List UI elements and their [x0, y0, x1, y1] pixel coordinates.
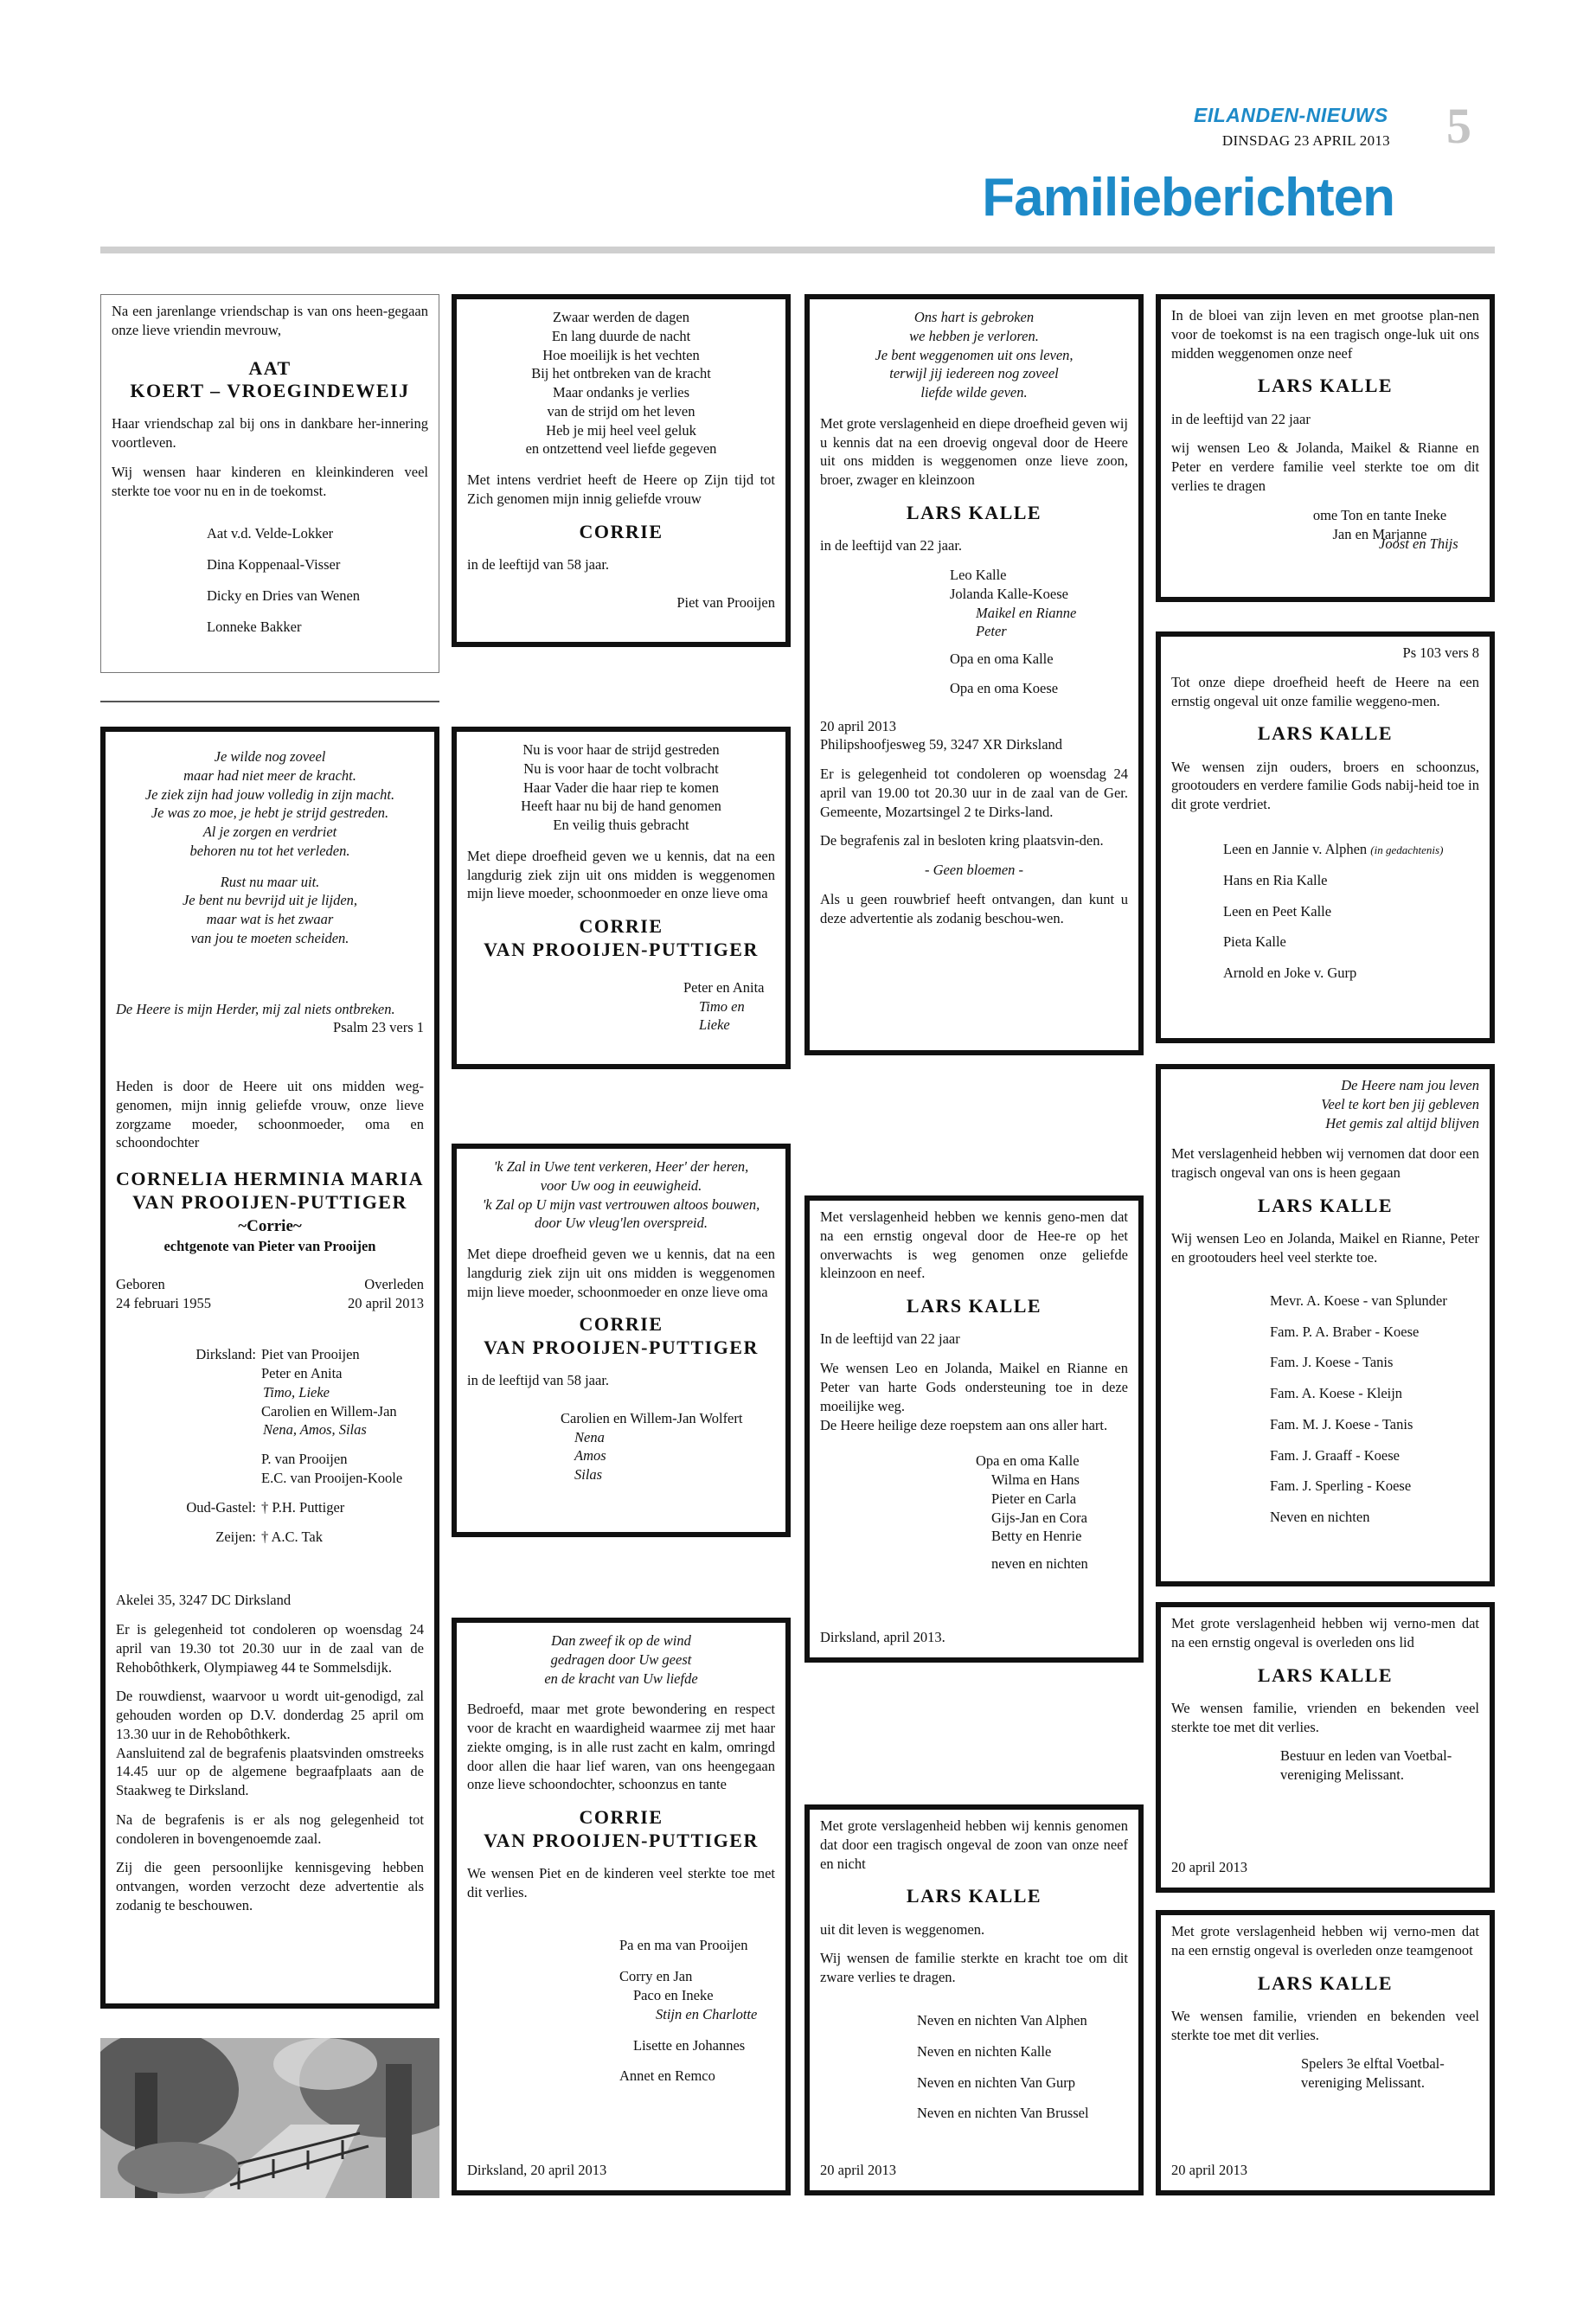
ad-footer: 20 april 2013: [1171, 1859, 1247, 1876]
born-date: 24 februari 1955: [116, 1294, 211, 1311]
ad-lars-ps103: [1156, 631, 1495, 1043]
deceased-name: CORRIE VAN PROOIJEN-PUTTIGER: [484, 915, 759, 960]
photo-image: [100, 2038, 439, 2198]
signer-list: [1223, 840, 1479, 983]
family-names: P. van Prooijen E.C. van Prooijen-Koole: [261, 1451, 403, 1486]
ad-footer: 20 april 2013: [1171, 2162, 1247, 2179]
deceased-name: CORRIE VAN PROOIJEN-PUTTIGER: [484, 1313, 759, 1358]
no-flowers: - Geen bloemen -: [924, 862, 1024, 879]
landscape-photo: [100, 2038, 439, 2198]
deceased-name: LARS KALLE: [1257, 1194, 1394, 1216]
section-title: Familieberichten: [982, 168, 1394, 228]
family-kids: Timo, Lieke: [263, 1383, 330, 1400]
ad-intro: Heden is door de Heere uit ons midden weg-genomen, mijn innig geliefde vrouw, onze lieve zorgzame moeder, schoonmoeder, oma en schoondochter: [116, 1078, 424, 1151]
ad-age: in de leeftijd van 58 jaar.: [467, 556, 610, 574]
signer-list: [917, 2011, 1128, 2123]
signer: Peter en Anita: [683, 978, 765, 996]
signer-kids: Timo en Lieke: [699, 997, 745, 1034]
ad-text: We wensen familie, vrienden en bekenden veel sterkte toe met dit verlies.: [1171, 1699, 1479, 1735]
signer-kids: Stijn en Charlotte: [656, 2005, 758, 2022]
ad-intro: Met diepe droefheid geven we u kennis, dat na een langdurig ziek zijn uit ons midden is weggenomen mijn lieve moeder, schoonmoeder en onze lieve oma: [467, 847, 775, 902]
issue-date: DINSDAG 23 APRIL 2013: [1221, 132, 1390, 149]
siblings: Maikel en Rianne Peter: [976, 604, 1077, 640]
date-address: 20 april 2013 Philipshoofjesweg 59, 3247 XR Dirksland: [820, 717, 1063, 753]
ad-lars-vv-melissant: [1156, 1602, 1495, 1893]
born-label: Geboren: [116, 1275, 165, 1292]
spouse-line: echtgenote van Pieter van Prooijen: [163, 1238, 376, 1255]
family-place: [116, 1450, 256, 1498]
ad-intro: Met intens verdriet heeft de Heere op Zijn tijd tot Zich genomen mijn innig geliefde vrouw: [467, 471, 775, 507]
signer-kids: Joost en Thijs: [1379, 535, 1458, 553]
signer: Pa en ma van Prooijen: [619, 1937, 748, 1954]
bible-reference: Psalm 23 vers 1: [333, 1019, 424, 1036]
grandparents: Opa en oma Koese: [950, 679, 1059, 696]
ad-text: Als u geen rouwbrief heeft ontvangen, dan kunt u deze advertentie als zodanig beschou-wen.: [820, 891, 1128, 926]
died-label: Overleden: [364, 1275, 424, 1292]
ad-corrie-piet: [452, 294, 791, 647]
signer: Paco en Ineke: [633, 1986, 714, 2003]
signer-list: ome Ton en tante Ineke Jan en Marjanne: [1312, 506, 1447, 542]
signer: Pieta Kalle: [1223, 933, 1286, 951]
family-list: [116, 1345, 424, 1546]
ad-text: Er is gelegenheid tot condoleren op woensdag 24 april van 19.00 tot 20.30 uur in de zaal van de Ger. Gemeente, Mozartsingel 2 te Dirks-land.: [820, 766, 1128, 820]
ad-corrie-carolien: [452, 1144, 791, 1537]
signer-list: [207, 524, 428, 636]
ad-text: Er is gelegenheid tot condoleren op woensdag 24 april van 19.30 tot 20.30 uur in de zaal van de Rehobôthkerk, Olympiaweg 44 te Sommelsdijk.: [116, 1621, 424, 1676]
ad-lars-koese: [1156, 1064, 1495, 1586]
signer-list: [1270, 1292, 1479, 1527]
ad-poem: Dan zweef ik op de wind gedragen door Uw geest en de kracht van Uw liefde: [544, 1632, 698, 1687]
ad-poem: Je wilde nog zoveel maar had niet meer de kracht. Je ziek zijn had jouw volledig in zijn macht. Je was zo moe, je hebt je strijd gestreden. Al je zorgen en verdriet behoren nu tot het verleden.: [144, 748, 395, 859]
ad-intro: Met grote verslagenheid en diepe droefheid geven wij u kennis dat na een droevig ongeval door de Heere uit ons midden is weggenomen onze lieve zoon, broer, zwager en kleinzoon: [820, 414, 1128, 489]
ad-poem: Ons hart is gebroken we hebben je verloren. Je bent weggenomen uit ons leven, terwijl jij iedereen nog zoveel liefde wilde geven.: [875, 309, 1074, 401]
ad-footer: 20 april 2013: [820, 2162, 896, 2179]
ad-lars-neven-nichten: [804, 1804, 1144, 2195]
signer: Dina Koppenaal-Visser: [207, 556, 341, 574]
signer: Opa en oma Kalle: [976, 1452, 1080, 1470]
header-rule: [100, 247, 1495, 253]
ad-text: De rouwdienst, waarvoor u wordt uit-genodigd, zal gehouden worden op D.V. donderdag 25 april om 13.30 uur in de Rehobôthkerk. Aansluitend zal de begrafenis plaatsvinden omstreeks 14.45 uur op de algemene begraafplaats aan de Staakweg te Dirksland.: [116, 1688, 424, 1799]
deceased-name: LARS KALLE: [906, 501, 1042, 523]
signer: Piet van Prooijen: [676, 593, 775, 611]
ad-text: We wensen zijn ouders, broers en schoonzus, grootouders en verdere familie Gods nabij-heid toe in dit grote verdriet.: [1171, 758, 1479, 813]
deceased-name: AAT KOERT – VROEGINDEWEIJ: [130, 356, 410, 401]
signer: Annet en Remco: [619, 2067, 715, 2085]
ad-intro: Tot onze diepe droefheid heeft de Heere na een ernstig ongeval uit onze familie weggeno-men.: [1171, 673, 1479, 709]
ad-text: Wij wensen Leo en Jolanda, Maikel en Rianne, Peter en grootouders heel veel sterkte toe.: [1171, 1230, 1479, 1266]
bible-quote: De Heere is mijn Herder, mij zal niets ontbreken.: [116, 1000, 395, 1017]
signer-note: (in gedachtenis): [1370, 843, 1444, 856]
nickname: ~Corrie~: [238, 1217, 302, 1236]
signer: Leen en Peet Kalle: [1223, 902, 1332, 920]
deceased-name: LARS KALLE: [1257, 1971, 1394, 1994]
signer: Mevr. A. Koese - van Splunder: [1270, 1292, 1447, 1309]
ad-lars-family: [804, 294, 1144, 1055]
ad-text: Wij wensen haar kinderen en kleinkinderen veel sterkte toe voor nu en in de toekomst.: [112, 463, 428, 499]
deceased-name: CORRIE: [579, 520, 663, 542]
signer: Lonneke Bakker: [207, 618, 302, 635]
signer: Arnold en Joke v. Gurp: [1223, 965, 1357, 982]
signer: Aat v.d. Velde-Lokker: [207, 525, 334, 542]
signer: Fam. J. Graaff - Koese: [1270, 1446, 1400, 1464]
deceased-name: LARS KALLE: [906, 1295, 1042, 1317]
ad-intro: Met grote verslagenheid hebben wij verno-men dat na een ernstig ongeval is overleden ons lid: [1171, 1615, 1479, 1650]
ad-text: Haar vriendschap zal bij ons in dankbare her-innering voortleven.: [112, 415, 428, 452]
signer: Leen en Jannie v. Alphen: [1223, 840, 1368, 857]
ad-text: We wensen Leo en Jolanda, Maikel en Rianne en Peter van harte Gods ondersteuning toe in deze moeilijke weg. De Heere heilige deze roepstem aan ons aller hart.: [820, 1360, 1128, 1433]
died-date: 20 april 2013: [348, 1294, 424, 1311]
signer: Fam. M. J. Koese - Tanis: [1270, 1415, 1413, 1433]
family-place: Zeijen:: [215, 1528, 256, 1545]
address: Akelei 35, 3247 DC Dirksland: [116, 1592, 292, 1609]
ad-poem: Nu is voor haar de strijd gestreden Nu is voor haar de tocht volbracht Haar Vader die haar riep te komen Heeft haar nu bij de hand genomen En veilig thuis gebracht: [521, 741, 721, 834]
signer: Lisette en Johannes: [633, 2036, 746, 2054]
ad-age: In de leeftijd van 22 jaar: [820, 1330, 960, 1348]
ad-lars-opa-oma: [804, 1195, 1144, 1663]
signer-kids: Nena Amos Silas: [574, 1428, 606, 1484]
signer: Spelers 3e elftal Voetbal- vereniging Melissant.: [1301, 2055, 1445, 2092]
ad-intro: Met grote verslagenheid hebben wij verno-men dat na een ernstig ongeval is overleden onze teamgenoot: [1171, 1923, 1479, 1958]
ad-poem: Rust nu maar uit. Je bent nu bevrijd uit je lijden, maar wat is het zwaar van jou te moeten scheiden.: [182, 873, 358, 946]
family-names: Piet van Prooijen Peter en Anita: [261, 1346, 360, 1382]
ad-text: We wensen familie, vrienden en bekenden veel sterkte toe met dit verlies.: [1171, 2007, 1479, 2043]
signer: Neven en nichten Van Gurp: [917, 2073, 1075, 2091]
signer: Neven en nichten: [1270, 1509, 1370, 1526]
signer: Corry en Jan: [619, 1968, 693, 1985]
grandparents: Opa en oma Kalle: [950, 651, 1054, 668]
family-names: † P.H. Puttiger: [261, 1498, 345, 1516]
signer: Fam. J. Koese - Tanis: [1270, 1354, 1394, 1371]
ad-cornelia-van-prooijen: [100, 727, 439, 2009]
ad-intro: Na een jarenlange vriendschap is van ons heen-gegaan onze lieve vriendin mevrouw,: [112, 303, 428, 338]
signer: Neven en nichten Kalle: [917, 2042, 1052, 2060]
ad-text: Wij wensen de familie sterkte en kracht toe om dit zware verlies te dragen.: [820, 1950, 1128, 1986]
family-place: [116, 1402, 256, 1451]
ad-age: in de leeftijd van 22 jaar: [1171, 410, 1311, 427]
deceased-name: LARS KALLE: [1257, 1663, 1394, 1686]
family-place: Dirksland:: [195, 1346, 256, 1363]
deceased-name: CORNELIA HERMINIA MARIA VAN PROOIJEN-PUTTIGER: [116, 1168, 424, 1213]
ad-footer: Dirksland, 20 april 2013: [467, 2162, 607, 2179]
signer: neven en nichten: [991, 1555, 1088, 1573]
signer-group: [619, 1936, 775, 2086]
ad-age: in de leeftijd van 22 jaar.: [820, 537, 963, 554]
ad-text: Na de begrafenis is er als nog gelegenheid tot condoleren in bovengenoemde zaal.: [116, 1811, 424, 1847]
signer: Neven en nichten Van Brussel: [917, 2105, 1089, 2122]
family-kids: Nena, Amos, Silas: [263, 1421, 367, 1439]
bible-reference: Ps 103 vers 8: [1402, 644, 1479, 661]
ad-intro: Met grote verslagenheid hebben wij kennis genomen dat door een tragisch ongeval de zoon van onze neef en nicht: [820, 1817, 1128, 1872]
ad-text: We wensen Piet en de kinderen veel sterkte toe met dit verlies.: [467, 1864, 775, 1900]
family-names: † A.C. Tak: [261, 1528, 323, 1545]
ad-poem: Zwaar werden de dagen En lang duurde de nacht Hoe moeilijk is het vechten Bij het ontbreken van de kracht Maar ondanks je verlies van de strijd om het leven Heb je mij heel veel geluk en ontzettend veel liefde gegeven: [525, 309, 717, 458]
signer: Bestuur en leden van Voetbal- vereniging Melissant.: [1280, 1747, 1452, 1784]
deceased-name: LARS KALLE: [906, 1885, 1042, 1907]
masthead-logo: EILANDEN-NIEUWS: [1194, 104, 1388, 126]
ad-footer: Dirksland, april 2013.: [820, 1629, 945, 1646]
ad-text: De begrafenis zal in besloten kring plaatsvin-den.: [820, 832, 1104, 849]
ad-intro: In de bloei van zijn leven en met grootse plan-nen voor de toekomst is na een tragisch onge-luk uit ons midden weggenomen onze neef: [1171, 307, 1479, 362]
signer: Carolien en Willem-Jan Wolfert: [561, 1409, 743, 1426]
ad-text: wij wensen Leo & Jolanda, Maikel & Rianne en Peter en verdere familie veel sterkte toe om dit verlies te dragen: [1171, 439, 1479, 494]
signer: Neven en nichten Van Alphen: [917, 2011, 1087, 2029]
family-place: Oud-Gastel:: [186, 1498, 256, 1516]
ad-intro: Met verslagenheid hebben wij vernomen dat door een tragisch ongeval van ons is heen gegaan: [1171, 1145, 1479, 1182]
deceased-name: LARS KALLE: [1257, 722, 1394, 745]
ad-text: uit dit leven is weggenomen.: [820, 1920, 985, 1938]
signer: Hans en Ria Kalle: [1223, 871, 1328, 888]
signer: Dicky en Dries van Wenen: [207, 586, 361, 604]
family-group: [950, 566, 1128, 698]
signer: Fam. J. Sperling - Koese: [1270, 1477, 1412, 1495]
signer-list: Wilma en Hans Pieter en Carla Gijs-Jan en Cora Betty en Henrie: [991, 1471, 1087, 1545]
ad-lars-ome-ton: [1156, 294, 1495, 602]
dates-row: [116, 1275, 424, 1313]
deceased-name: LARS KALLE: [1257, 375, 1394, 397]
family-names: Carolien en Willem-Jan: [261, 1402, 397, 1420]
ad-aat-koert: [100, 294, 439, 673]
ad-intro: Met diepe droefheid geven we u kennis, dat na een langdurig ziek zijn uit ons midden is weggenomen mijn lieve moeder, schoonmoeder en onze lieve oma: [467, 1246, 775, 1300]
ad-intro: Bedroefd, maar met grote bewondering en respect voor de kracht en waardigheid waarmee zij met haar ziekte omging, is in alle rust zacht en kalm, omringd door allen die haar lief waren, van ons heengegaan onze lieve schoondochter, schoonzus en tante: [467, 1701, 775, 1793]
column-divider: [100, 701, 439, 702]
ad-corrie-schoonouders: [452, 1618, 791, 2195]
signer: Fam. A. Koese - Kleijn: [1270, 1385, 1403, 1402]
ad-lars-3e-elftal: [1156, 1910, 1495, 2195]
ad-intro: Met verslagenheid hebben we kennis geno-men dat na een ernstig ongeval door de Hee-re op het onverwachts is weg genomen onze geliefde kleinzoon en neef.: [820, 1208, 1128, 1282]
ad-poem: De Heere nam jou leven Veel te kort ben jij gebleven Het gemis zal altijd blijven: [1321, 1077, 1479, 1131]
ad-poem: 'k Zal in Uwe tent verkeren, Heer' der heren, voor Uw oog in eeuwigheid. 'k Zal op U mijn vast vertrouwen altoos bouwen, door Uw vleug'len overspreid.: [482, 1158, 760, 1232]
page-number: 5: [1446, 98, 1471, 154]
ad-text: Zij die geen persoonlijke kennisgeving hebben ontvangen, worden verzocht deze advertentie als zodanig te beschouwen.: [116, 1859, 424, 1914]
signer: Fam. P. A. Braber - Koese: [1270, 1323, 1420, 1340]
parents: Leo Kalle Jolanda Kalle-Koese: [950, 567, 1068, 602]
ad-age: in de leeftijd van 58 jaar.: [467, 1372, 610, 1389]
deceased-name: CORRIE VAN PROOIJEN-PUTTIGER: [484, 1806, 759, 1851]
ad-corrie-peter-anita: [452, 727, 791, 1069]
